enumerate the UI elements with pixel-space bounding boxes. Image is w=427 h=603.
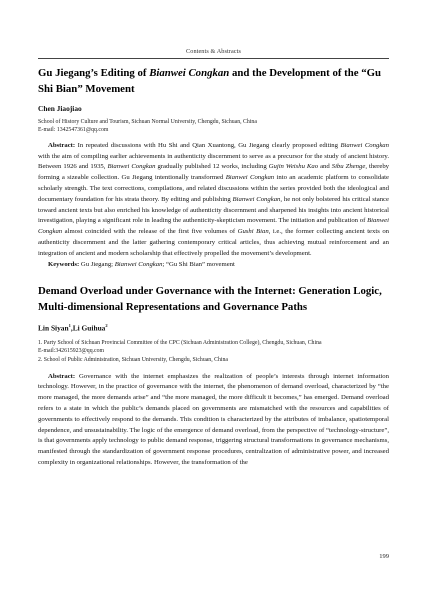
article1-email: E-mail: 1342547361@qq.com: [38, 127, 109, 134]
article2-abstract: Abstract: Governance with the internet emphasizes the realization of people’s interests through internet information technology. However, in the practice of governance with the internet, the phenomenon of demand overload, characterized by “the more managed, the more demands arise” and “the more managed, the more difficult it becomes,” has emerged. Demand overload refers to a state in which the public’s demands placed on governments are mismatched with the resources and capabilities of governments to effectively respond to the demands. This condition is characterized by the attributes of imbalance, spatiotemporal dependence, and unsustainability. The logic of the emergence of demand overload, from the perspective of “technology-structure”, is that governments apply technology to public demand response, triggering structural transformations in governance mechanisms, manifested through the standardization of government response procedures, centralization of administrative power, and increased complexity in organizational relationships. However, the transformation of the: [38, 372, 389, 466]
article2-email: E-mail:342615923@qq.com: [38, 348, 105, 355]
article2-title: Demand Overload under Governance with the Internet: Generation Logic, Multi-dimensional Representations and Governance Paths: [38, 285, 382, 313]
abstract-text: almost coincided with the release of the first five volumes of: [62, 228, 238, 236]
article1-title: Gu Jiegang’s Editing of Bianwei Congkan and the Development of the “Gu Shi Bian” Movement: [38, 67, 382, 95]
italic-title: Bianwei Congkan: [232, 195, 281, 203]
abstract-text: , thereby forming a sizeable collection. Gu Jiegang intentionally transformed: [38, 163, 390, 182]
italic-title: Sibu Zhenge: [331, 163, 366, 171]
article1-affiliation: School of History Culture and Tourism, Sichuan Normal University, Chengdu, Sichuan, China E-mail: 1342547361@qq.com: [38, 118, 389, 135]
italic-title: Gujin Weishu Kao: [268, 163, 319, 171]
running-head: Contents & Abstracts: [186, 48, 241, 55]
abstract-text: gradually published 12 works, including: [155, 163, 269, 171]
abstract-text: , i.e., the former collecting ancient texts on authenticity discernment and the latter gathering contemporary critical articles, thus achieving mutual reinforcement and an integration of ancient and modern scholarship that effectively propelled the movement’s development.: [38, 228, 390, 257]
content: [38, 66, 389, 469]
header-rule: [38, 58, 389, 59]
article1-title-emphasis: Bianwei Congkan: [149, 67, 230, 79]
article2-authors: Lin Siyan$^1$,Li Guihua$^2$: [38, 323, 108, 333]
article1-author: Chen Jiaojiao: [38, 104, 82, 113]
abstract-text: into an academic platform to consolidate scholarly strength. The text corrections, compilations, and related discussions within the series provided both the ideological and documentary foundation for his strata theory. By editing and publishing: [38, 174, 389, 203]
abstract-text: In repeated discussions with Hu Shi and Qian Xuantong, Gu Jiegang clearly proposed editing: [75, 141, 341, 149]
italic-title: Bianwei Congkan: [225, 174, 275, 182]
italic-title: Gushi Bian: [237, 228, 269, 236]
article1-keywords: Keywords: Gu Jiegang; Bianwei Congkan; “Gu Shi Bian” movement: [48, 260, 235, 268]
keywords-label: Keywords:: [48, 260, 80, 268]
italic-title: Bianwei Congkan: [38, 217, 389, 236]
abstract-label: Abstract:: [48, 141, 76, 149]
abstract-text: with the aim of compiling earlier achievements in authenticity discernment to serve as a precursor for the study of ancient history. Between 1926 and 1935,: [38, 152, 389, 171]
article2-affiliations: 1. Party School of Sichuan Provincial Committee of the CPC (Sichuan Administration College), Chengdu, Sichuan, China E-mail:342615923@qq.com 2. School of Public Administration, Sichuan University, Chengdu, Sichuan, China: [38, 339, 389, 365]
abstract-text: and: [318, 163, 332, 171]
article1-abstract: [38, 141, 389, 260]
abstract-label: Abstract:: [48, 372, 76, 380]
italic-title: Bianwei Congkan: [107, 163, 156, 171]
italic-title: Bianwei Congkan: [340, 141, 389, 149]
page-number: 199: [379, 553, 389, 560]
abstract-text: , he not only bolstered his critical stance toward ancient texts but also enriched his knowledge of authenticity discernment and sharpened his insights into ancient historical investigation, playing a significant role in leading the authenticity-skepticism movement. The initiation and publication of: [38, 195, 389, 225]
article1-abstract-body: [38, 142, 389, 257]
